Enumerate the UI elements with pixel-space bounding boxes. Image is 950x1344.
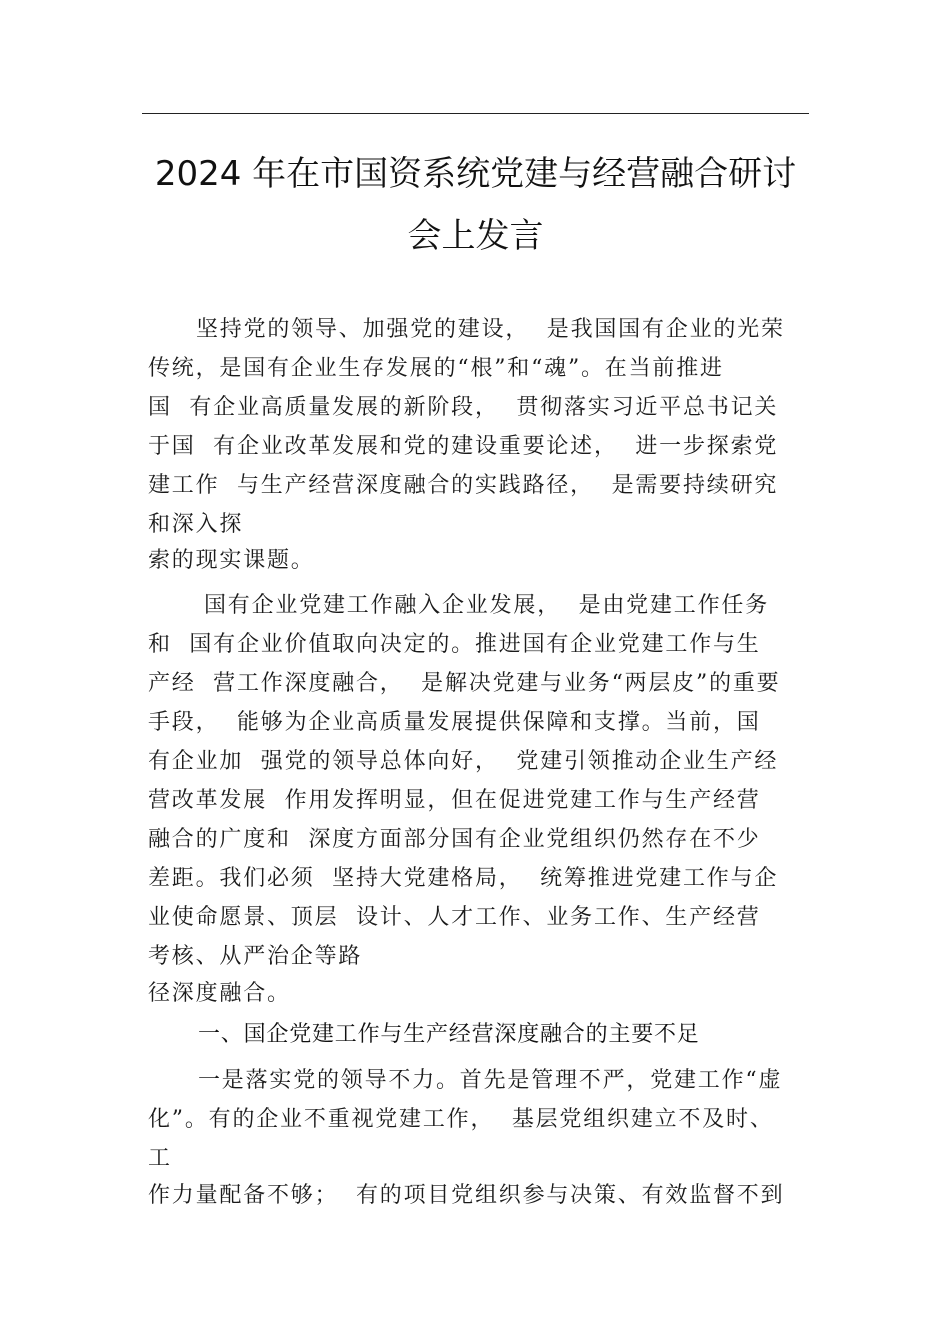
document-title xyxy=(142,143,809,267)
title-line: 2024 年在市国资系统党建与经营融合研讨 xyxy=(154,154,797,194)
paragraph-1-line: 传统，是国有企业生存发展的“根”和“魂”。在当前推进 xyxy=(148,356,724,381)
paragraph-2-line: 有企业加 强党的领导总体向好， 党建引领推动企业生产经 xyxy=(148,749,779,774)
paragraph-1-line: 国 有企业高质量发展的新阶段， 贯彻落实习近平总书记关 xyxy=(148,395,779,420)
paragraph-2-line: 融合的广度和 深度方面部分国有企业党组织仍然存在不少 xyxy=(148,827,761,852)
section-heading: 一、国企党建工作与生产经营深度融合的主要不足 xyxy=(198,1022,700,1047)
paragraph-1-line: 和深入探 xyxy=(148,512,244,537)
paragraph-3-line: 工 xyxy=(148,1146,172,1171)
paragraph-2-line: 差距。我们必须 坚持大党建格局， 统筹推进党建工作与企 xyxy=(148,866,779,891)
paragraph-1-line: 坚持党的领导、加强党的建设， 是我国国有企业的光荣 xyxy=(196,317,785,342)
paragraph-2-line: 产经 营工作深度融合， 是解决党建与业务“两层皮”的重要 xyxy=(148,671,781,696)
paragraph-2-line: 考核、从严治企等路 xyxy=(148,944,363,969)
paragraph-2-line: 国有企业党建工作融入企业发展， 是由党建工作任务 xyxy=(204,593,769,618)
paragraph-3-line: 一是落实党的领导不力。首先是管理不严，党建工作“虚 xyxy=(198,1068,783,1093)
paragraph-3-line: 化”。有的企业不重视党建工作， 基层党组织建立不及时、 xyxy=(148,1107,774,1132)
header-rule xyxy=(142,113,809,114)
paragraph-2-line: 径深度融合。 xyxy=(148,981,291,1006)
title-line: 会上发言 xyxy=(407,216,544,256)
paragraph-2-line: 手段， 能够为企业高质量发展提供保障和支撑。当前，国 xyxy=(148,710,761,735)
paragraph-2-line: 营改革发展 作用发挥明显，但在促进党建工作与生产经营 xyxy=(148,788,761,813)
paragraph-1-line: 建工作 与生产经营深度融合的实践路径， 是需要持续研究 xyxy=(148,473,779,498)
paragraph-2-line: 业使命愿景、顶层 设计、人才工作、业务工作、生产经营 xyxy=(148,905,761,930)
paragraph-2-line: 和 国有企业价值取向决定的。推进国有企业党建工作与生 xyxy=(148,632,761,657)
paragraph-1-line: 于国 有企业改革发展和党的建设重要论述， 进一步探索党 xyxy=(148,434,779,459)
paragraph-3-line: 作力量配备不够； 有的项目党组织参与决策、有效监督不到 xyxy=(148,1183,785,1208)
paragraph-1-line: 索的现实课题。 xyxy=(148,548,315,573)
